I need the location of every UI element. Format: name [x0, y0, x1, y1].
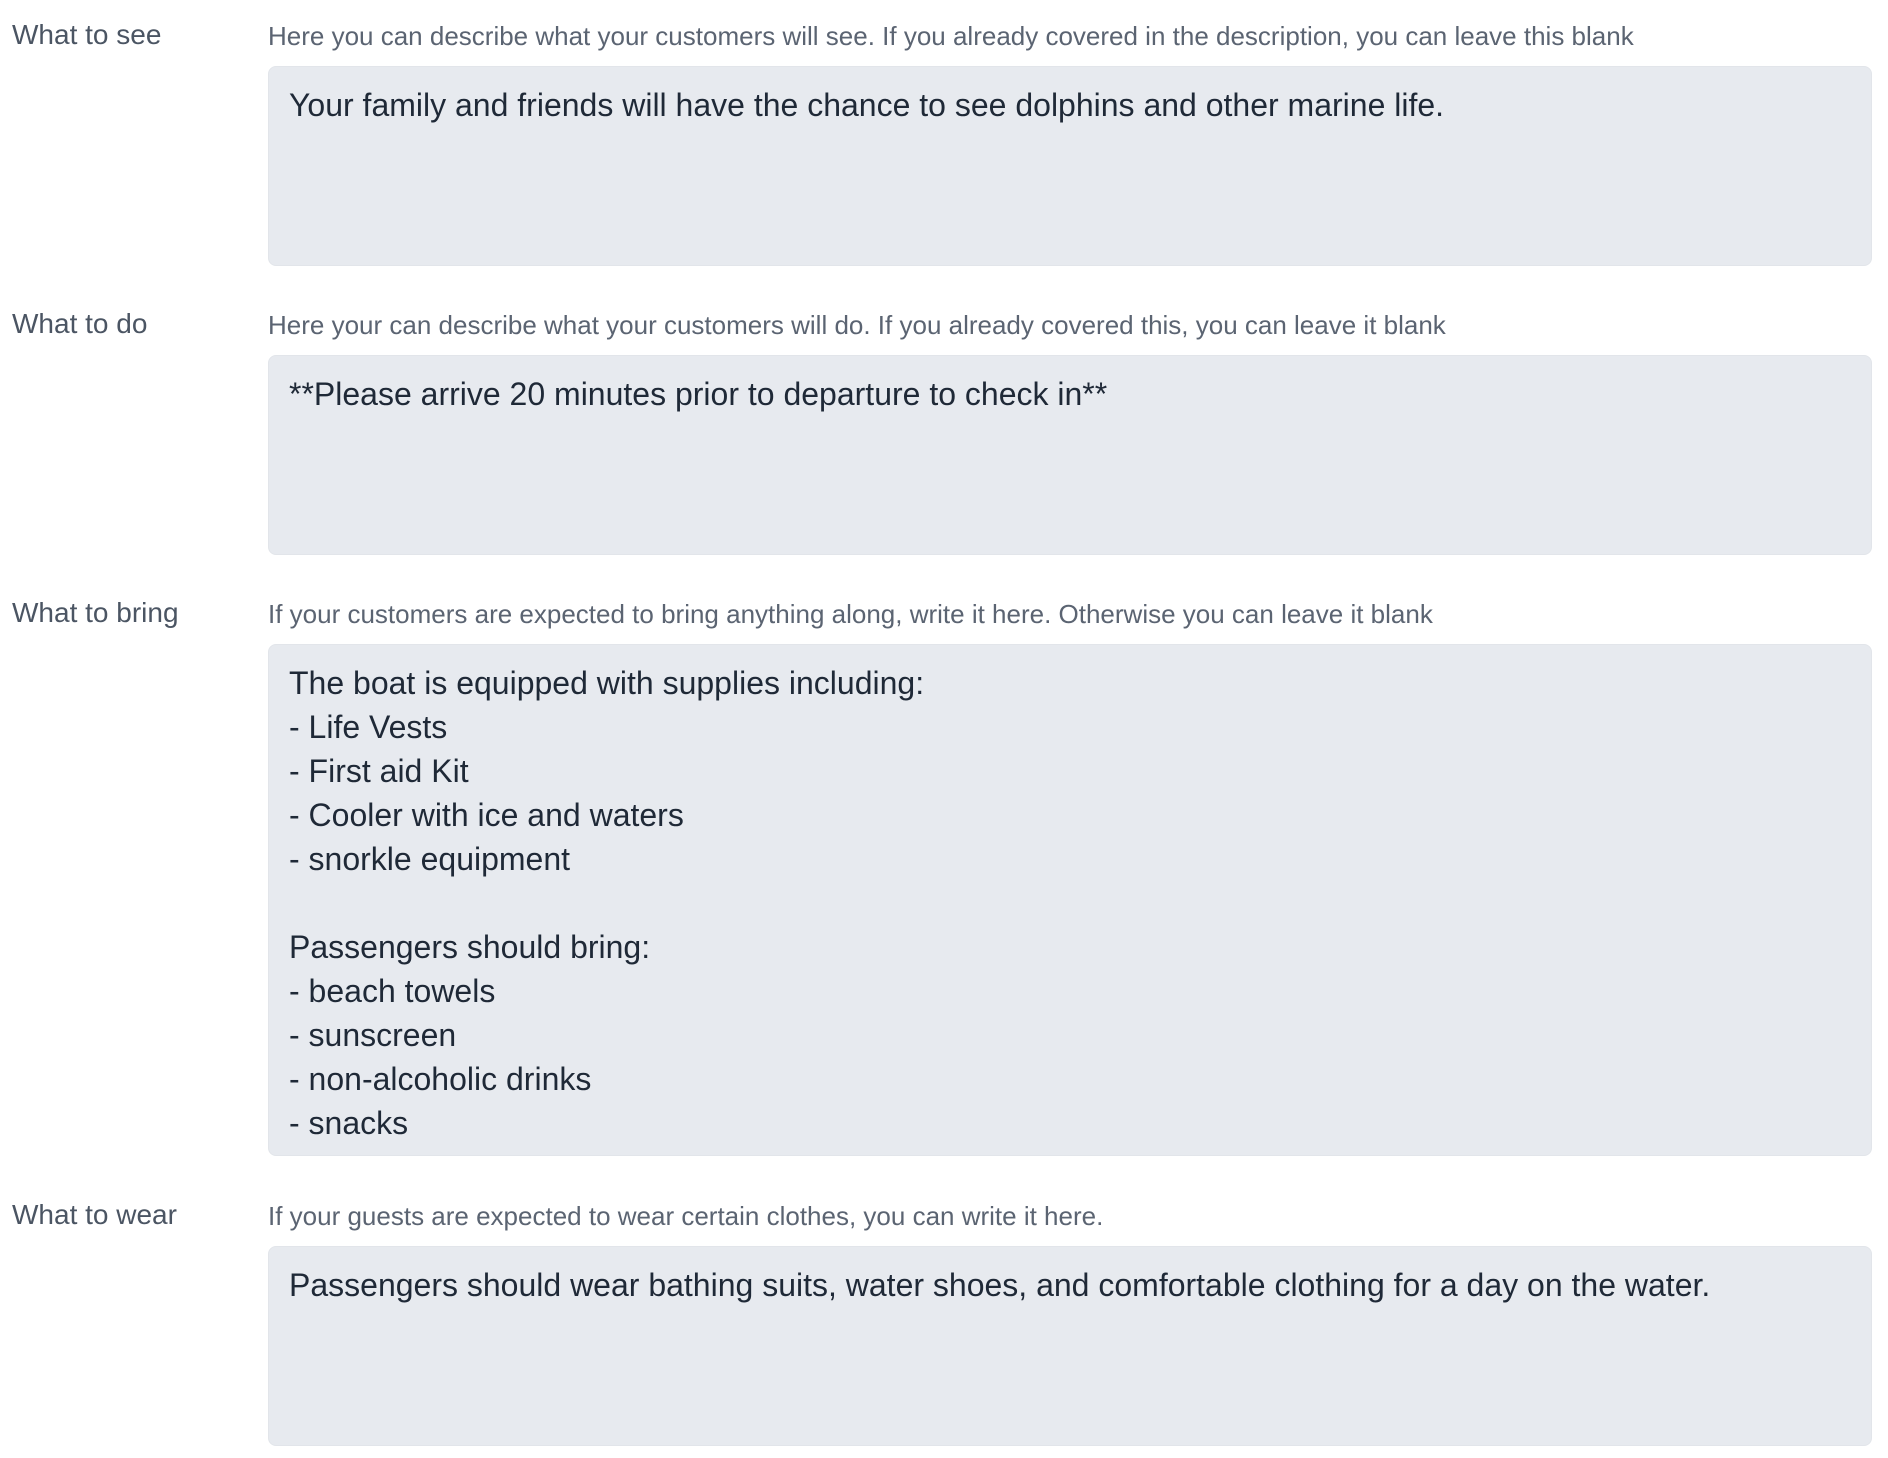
- what-to-bring-textarea[interactable]: [268, 644, 1872, 1156]
- what-to-wear-label: What to wear: [12, 1199, 177, 1230]
- what-to-bring-help-text: If your customers are expected to bring anything along, write it here. Otherwise you can leave it blank: [268, 599, 1433, 629]
- what-to-bring-label: What to bring: [12, 597, 179, 628]
- what-to-do-help-text: Here your can describe what your customers will do. If you already covered this, you can leave it blank: [268, 310, 1446, 340]
- what-to-do-textarea[interactable]: [268, 355, 1872, 555]
- what-to-do-label: What to do: [12, 308, 148, 339]
- what-to-see-textarea[interactable]: [268, 66, 1872, 266]
- what-to-see-help-text: Here you can describe what your customers will see. If you already covered in the description, you can leave this blank: [268, 21, 1634, 51]
- what-to-wear-help-text: If your guests are expected to wear certain clothes, you can write it here.: [268, 1201, 1104, 1231]
- what-to-see-label: What to see: [12, 19, 162, 50]
- what-to-wear-textarea[interactable]: [268, 1246, 1872, 1446]
